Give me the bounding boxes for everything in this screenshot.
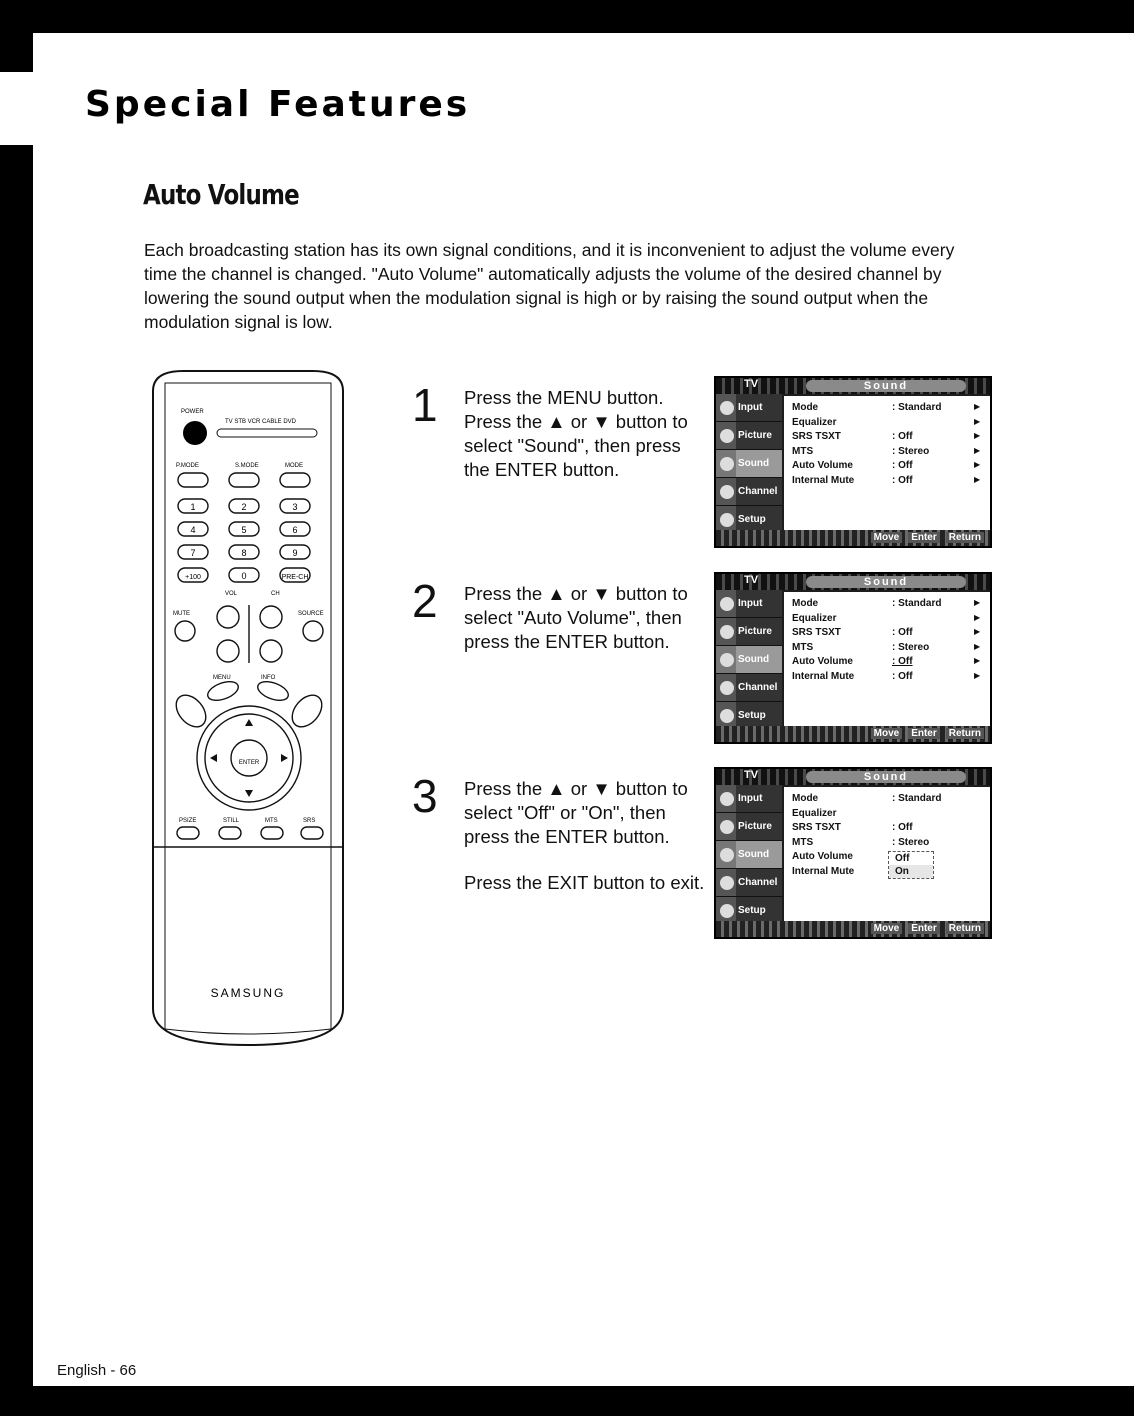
step-text: Press the ▲ or ▼ button to select "Off" or "On", then press the ENTER button.	[464, 778, 688, 847]
osd-row-mts	[784, 642, 990, 657]
mts-label: MTS	[265, 818, 278, 824]
osd-sidebar-label: Setup	[738, 710, 766, 721]
page-subtitle: Auto Volume	[143, 178, 299, 211]
osd-menu-title: Sound	[806, 576, 966, 588]
srs-label: SRS	[303, 818, 316, 824]
osd-enter-hint: Enter	[908, 532, 940, 543]
source-label: SOURCE	[298, 611, 324, 617]
remote-mode-label-2: S.MODE	[235, 463, 259, 469]
num-key-7: 7	[190, 548, 196, 558]
step-text: Press the MENU button. Press the ▲ or ▼ button to select "Sound", then press the ENTER button.	[464, 387, 688, 480]
osd-sidebar-channel	[716, 674, 782, 702]
osd-sidebar-label: Sound	[738, 458, 770, 469]
osd-row-srs	[784, 431, 990, 446]
osd-sidebar	[716, 394, 782, 532]
picture-icon	[720, 429, 734, 443]
osd-row-value: : Stereo	[892, 836, 930, 848]
osd-row-value: : Off	[892, 460, 913, 471]
osd-menu-body	[784, 396, 990, 532]
osd-row-auto-volume	[784, 656, 990, 671]
info-label: INFO	[261, 675, 276, 681]
osd-return-hint: Return	[946, 923, 984, 934]
menu-label: MENU	[213, 675, 231, 681]
osd-sidebar-sound	[716, 450, 782, 478]
osd-sidebar-input	[716, 785, 782, 813]
osd-row-auto-volume	[784, 460, 990, 475]
osd-sidebar-input	[716, 394, 782, 422]
osd-sidebar-label: Picture	[738, 821, 772, 832]
osd-row-value: : Off	[892, 431, 913, 442]
num-key-plus100: +100	[185, 574, 201, 581]
osd-sidebar-picture	[716, 422, 782, 450]
section-title: Special Features	[85, 84, 471, 125]
num-key-2: 2	[241, 502, 247, 512]
osd-sidebar-label: Input	[738, 402, 763, 413]
arrow-right-icon: ▶	[974, 445, 981, 455]
osd-sidebar-label: Setup	[738, 905, 766, 916]
osd-sidebar-label: Sound	[738, 654, 770, 665]
osd-row-label: Mode	[792, 402, 819, 413]
osd-row-value: : Off	[892, 822, 913, 833]
num-key-prech: PRE-CH	[281, 574, 309, 581]
osd-row-value: : Standard	[892, 402, 942, 413]
num-key-6: 6	[292, 525, 298, 535]
osd-menu-screenshot	[714, 572, 992, 744]
osd-row-value: : Stereo	[892, 445, 930, 457]
osd-row-equalizer	[784, 417, 990, 432]
osd-sidebar-sound	[716, 841, 782, 869]
osd-sidebar-label: Channel	[738, 877, 778, 888]
osd-option-on: On	[889, 865, 933, 878]
osd-sidebar-channel	[716, 869, 782, 897]
osd-row-auto-volume	[784, 851, 990, 866]
arrow-right-icon: ▶	[974, 627, 981, 636]
osd-tv-label: TV	[744, 574, 759, 586]
step-instructions	[464, 777, 709, 895]
osd-row-internal-mute	[784, 475, 990, 490]
still-label: STILL	[223, 818, 240, 824]
osd-row-value: : Off	[892, 474, 913, 486]
step-number: 2	[412, 575, 438, 627]
osd-sidebar-picture	[716, 618, 782, 646]
channel-icon	[720, 485, 734, 499]
osd-menu-title: Sound	[806, 771, 966, 783]
num-key-4: 4	[190, 525, 196, 535]
osd-row-srs	[784, 627, 990, 642]
osd-row-label: SRS TSXT	[792, 627, 841, 638]
vol-label: VOL	[225, 591, 238, 597]
setup-icon	[720, 904, 734, 918]
osd-row-value: : Off	[892, 627, 913, 638]
arrow-right-icon: ▶	[974, 612, 981, 622]
osd-row-label: MTS	[792, 836, 814, 848]
osd-bottom-bar	[716, 921, 990, 937]
osd-row-label: SRS TSXT	[792, 431, 841, 442]
osd-option-off: Off	[895, 853, 910, 864]
left-border-tab	[0, 0, 33, 72]
osd-row-label: Auto Volume	[792, 460, 853, 471]
step-instructions	[464, 582, 709, 654]
osd-tv-label: TV	[744, 378, 759, 390]
osd-menu-title: Sound	[806, 380, 966, 392]
intro-paragraph: Each broadcasting station has its own signal conditions, and it is inconvenient to adjust the volume every time the channel is changed. "Auto Volume" automatically adjusts the volume of the desired channel by lowering the sound output when the modulation signal is high or by raising the sound output when the modulation signal is low.	[144, 240, 955, 332]
osd-sidebar-label: Channel	[738, 486, 778, 497]
osd-row-mode	[784, 598, 990, 613]
osd-row-label: SRS TSXT	[792, 822, 841, 833]
num-key-8: 8	[241, 548, 247, 558]
osd-row-mode	[784, 402, 990, 417]
osd-menu-screenshot	[714, 376, 992, 548]
osd-auto-volume-dropdown	[888, 851, 934, 879]
step-2	[412, 574, 992, 758]
osd-row-equalizer	[784, 808, 990, 823]
osd-row-label: Internal Mute	[792, 474, 855, 486]
osd-row-label: Equalizer	[792, 416, 837, 428]
osd-move-hint: Move	[871, 923, 903, 934]
psize-label: PSIZE	[179, 818, 197, 824]
osd-row-label: Internal Mute	[792, 865, 855, 877]
osd-row-mts	[784, 446, 990, 461]
channel-icon	[720, 681, 734, 695]
sound-icon	[720, 653, 734, 667]
arrow-right-icon: ▶	[974, 416, 981, 426]
osd-row-internal-mute	[784, 671, 990, 686]
osd-sidebar-channel	[716, 478, 782, 506]
remote-control-illustration	[143, 369, 353, 1049]
osd-sidebar-label: Picture	[738, 626, 772, 637]
step-text: Press the ▲ or ▼ button to select "Auto Volume", then press the ENTER button.	[464, 583, 688, 652]
arrow-right-icon: ▶	[974, 402, 981, 411]
arrow-right-icon: ▶	[974, 431, 981, 440]
osd-return-hint: Return	[946, 532, 984, 543]
arrow-right-icon: ▶	[974, 670, 981, 680]
arrow-right-icon: ▶	[974, 656, 981, 665]
osd-menu-body	[784, 787, 990, 923]
num-key-3: 3	[292, 502, 298, 512]
num-key-0: 0	[241, 571, 247, 581]
osd-row-label: Equalizer	[792, 612, 837, 624]
remote-mode-label-3: MODE	[285, 463, 303, 469]
num-key-5: 5	[241, 525, 247, 535]
picture-icon	[720, 625, 734, 639]
left-border-bar	[0, 145, 33, 1416]
osd-row-label: Mode	[792, 598, 819, 609]
osd-return-hint: Return	[946, 728, 984, 739]
remote-source-row: TV STB VCR CABLE DVD	[225, 419, 297, 425]
osd-row-label: Auto Volume	[792, 656, 853, 667]
osd-enter-hint: Enter	[908, 923, 940, 934]
num-key-1: 1	[190, 502, 196, 512]
osd-row-value: : Off	[892, 670, 913, 682]
osd-row-label: Equalizer	[792, 807, 837, 819]
osd-row-value: : Standard	[892, 793, 942, 804]
osd-row-value: : Standard	[892, 598, 942, 609]
input-icon	[720, 401, 734, 415]
page-footer: English - 66	[57, 1362, 137, 1379]
osd-tv-label: TV	[744, 769, 759, 781]
osd-sidebar-label: Channel	[738, 682, 778, 693]
channel-icon	[720, 876, 734, 890]
osd-row-srs	[784, 822, 990, 837]
osd-sidebar	[716, 785, 782, 923]
step-3	[412, 769, 992, 953]
osd-sidebar-sound	[716, 646, 782, 674]
remote-power-label: POWER	[181, 409, 204, 415]
osd-sidebar-label: Sound	[738, 849, 770, 860]
input-icon	[720, 792, 734, 806]
osd-row-mode	[784, 793, 990, 808]
osd-menu-screenshot	[714, 767, 992, 939]
remote-brand: SAMSUNG	[210, 986, 286, 1000]
osd-sidebar-label: Picture	[738, 430, 772, 441]
osd-move-hint: Move	[871, 728, 903, 739]
power-button	[183, 421, 207, 445]
osd-row-equalizer	[784, 613, 990, 628]
mute-label: MUTE	[173, 611, 190, 617]
bottom-border-bar	[0, 1386, 1134, 1416]
osd-sidebar-label: Setup	[738, 514, 766, 525]
step-exit-text: Press the EXIT button to exit.	[464, 872, 705, 893]
sound-icon	[720, 457, 734, 471]
sound-icon	[720, 848, 734, 862]
osd-row-label: Mode	[792, 793, 819, 804]
arrow-right-icon: ▶	[974, 460, 981, 469]
num-key-9: 9	[292, 548, 298, 558]
osd-row-label: Internal Mute	[792, 670, 855, 682]
osd-row-label: MTS	[792, 445, 814, 457]
step-number: 3	[412, 770, 438, 822]
osd-enter-hint: Enter	[908, 728, 940, 739]
picture-icon	[720, 820, 734, 834]
input-icon	[720, 597, 734, 611]
enter-label: ENTER	[238, 760, 260, 766]
osd-sidebar	[716, 590, 782, 728]
osd-bottom-bar	[716, 726, 990, 742]
osd-sidebar-input	[716, 590, 782, 618]
osd-move-hint: Move	[871, 532, 903, 543]
osd-row-value: : Off	[892, 656, 913, 667]
osd-row-label: MTS	[792, 641, 814, 653]
osd-row-value: : Stereo	[892, 641, 930, 653]
ch-label: CH	[271, 591, 280, 597]
step-1	[412, 378, 992, 562]
setup-icon	[720, 709, 734, 723]
osd-row-label: Auto Volume	[792, 851, 853, 862]
arrow-right-icon: ▶	[974, 474, 981, 484]
osd-sidebar-label: Input	[738, 793, 763, 804]
arrow-right-icon: ▶	[974, 598, 981, 607]
arrow-right-icon: ▶	[974, 641, 981, 651]
osd-row-mts	[784, 837, 990, 852]
step-number: 1	[412, 379, 438, 431]
osd-row-internal-mute	[784, 866, 990, 881]
top-border-bar	[0, 0, 1134, 33]
remote-mode-label-1: P.MODE	[176, 463, 199, 469]
setup-icon	[720, 513, 734, 527]
osd-bottom-bar	[716, 530, 990, 546]
osd-menu-body	[784, 592, 990, 728]
osd-sidebar-label: Input	[738, 598, 763, 609]
osd-sidebar-picture	[716, 813, 782, 841]
step-instructions	[464, 386, 709, 482]
